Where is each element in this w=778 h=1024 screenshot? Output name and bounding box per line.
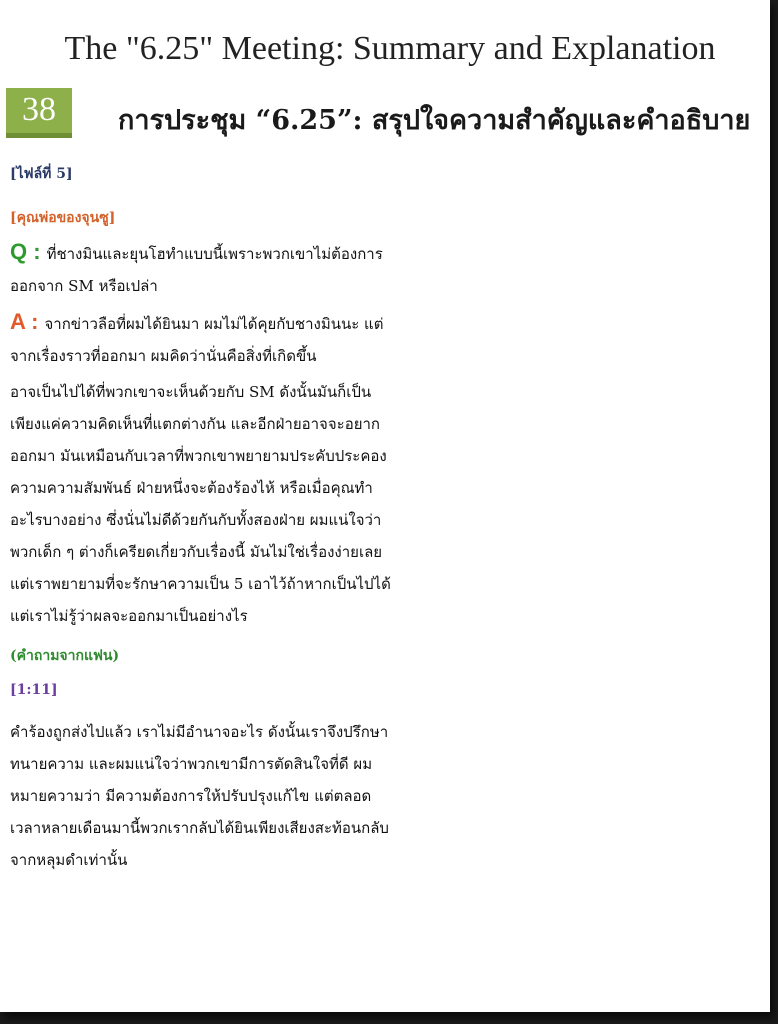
speaker-tag: [คุณพ่อของจุนซู]	[10, 210, 116, 226]
english-title: The "6.25" Meeting: Summary and Explanation	[64, 30, 716, 67]
answer-text: จากข่าวลือที่ผมได้ยินมา ผมไม่ได้คุยกับชางมินนะ แต่จากเรื่องราวที่ออกมา ผมคิดว่านั่นคือสิ่งที่เกิดขึ้น	[10, 315, 384, 365]
slide-number-badge: 38	[6, 88, 72, 138]
timestamp-tag: [1:11]	[10, 682, 58, 698]
slide-content	[10, 162, 400, 880]
question-label: Q :	[10, 239, 41, 264]
answer-paragraph	[10, 306, 400, 372]
closing-paragraph: คำร้องถูกส่งไปแล้ว เราไม่มีอำนาจอะไร ดังนั้นเราจึงปรึกษาทนายความ และผมแน่ใจว่าพวกเขามีการตัดสินใจที่ดี ผมหมายความว่า มีความต้องการให้ปรับปรุงแก้ไข แต่ตลอดเวลาหลายเดือนมานี้พวกเรากลับได้ยินเพียงเสียงสะท้อนกลับจากหลุมดำเท่านั้น	[10, 723, 389, 869]
answer-label: A :	[10, 309, 39, 334]
file-tag: [ไฟล์ที่ 5]	[10, 166, 73, 182]
thai-title: การประชุม “6.25”: สรุปใจความสำคัญและคำอธิบาย	[118, 105, 751, 136]
question-text: ที่ชางมินและยุนโฮทำแบบนี้เพราะพวกเขาไม่ต้องการออกจาก SM หรือเปล่า	[10, 245, 383, 295]
question-paragraph	[10, 236, 400, 302]
answer-continuation: อาจเป็นไปได้ที่พวกเขาจะเห็นด้วยกับ SM ดังนั้นมันก็เป็นเพียงแค่ความคิดเห็นที่แตกต่างกัน และอีกฝ่ายอาจจะอยากออกมา มันเหมือนกับเวลาที่พวกเขาพยายามประคับประคองความความสัมพันธ์ ฝ่ายหนึ่งจะต้องร้องไห้ หรือเมื่อคุณทำอะไรบางอย่าง ซึ่งนั่นไม่ดีด้วยกันกับทั้งสองฝ่าย ผมแน่ใจว่าพวกเด็ก ๆ ต่างก็เครียดเกี่ยวกับเรื่องนี้ มันไม่ใช่เรื่องง่ายเลย แต่เราพยายามที่จะรักษาความเป็น 5 เอาไว้ถ้าหากเป็นไปได้ แต่เราไม่รู้ว่าผลจะออกมาเป็นอย่างไร	[10, 383, 391, 625]
fan-question-tag: (คำถามจากแฟน)	[10, 648, 120, 664]
